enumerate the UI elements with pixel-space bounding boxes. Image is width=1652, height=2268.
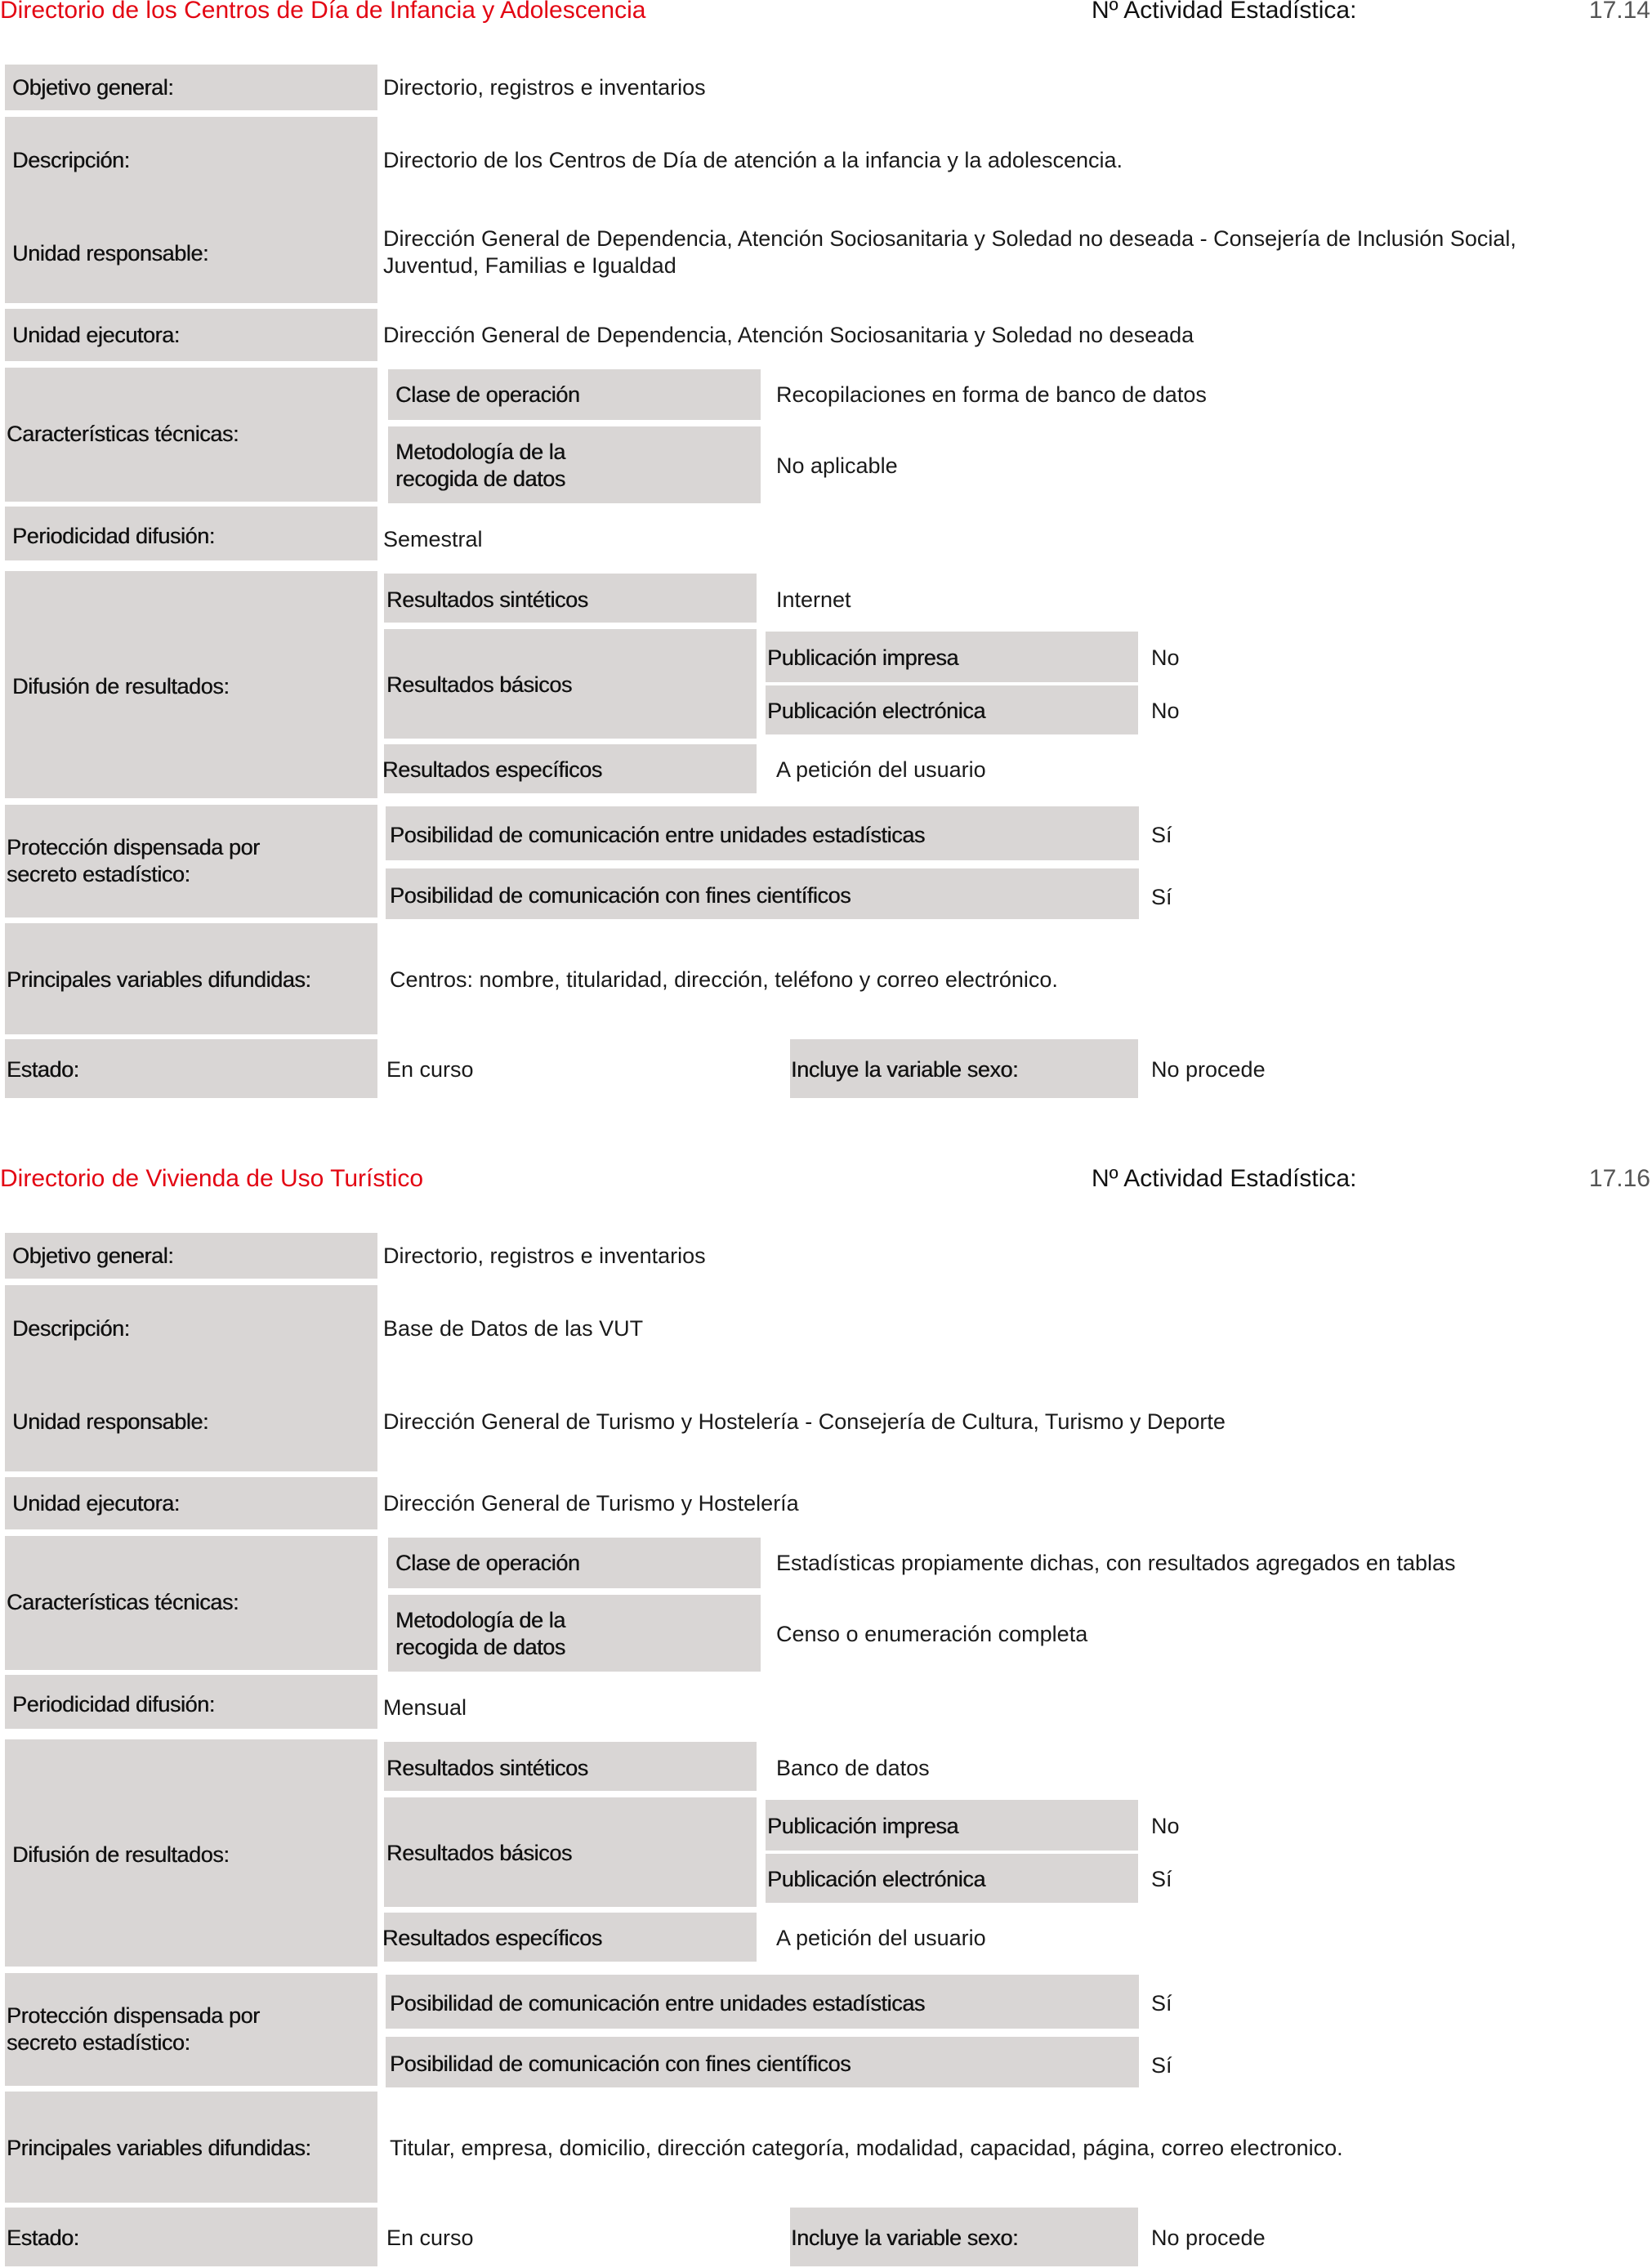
objetivo-label: Objetivo general: — [12, 75, 174, 100]
activity-number-label: Nº Actividad Estadística: — [1092, 1165, 1357, 1192]
unidad-responsable-value: Dirección General de Turismo y Hostelería - Consejería de Cultura, Turismo y Deporte — [383, 1409, 1226, 1434]
objetivo-value: Directorio, registros e inventarios — [383, 75, 706, 100]
sexo-value: No procede — [1151, 1057, 1266, 1082]
pub-electronica-label: Publicación electrónica — [767, 699, 985, 723]
variables-label: Principales variables difundidas: — [7, 967, 311, 992]
res-sinteticos-value: Internet — [776, 587, 851, 612]
clase-operacion-value: Recopilaciones en forma de banco de datos — [776, 382, 1207, 407]
com-unidades-value: Sí — [1151, 823, 1172, 847]
estado-label: Estado: — [7, 2226, 79, 2250]
com-cientificos-value: Sí — [1151, 885, 1172, 909]
descripcion-label-cell — [5, 117, 377, 303]
sexo-label: Incluye la variable sexo: — [791, 1057, 1019, 1082]
unidad-responsable-label: Unidad responsable: — [12, 1409, 209, 1434]
sexo-value: No procede — [1151, 2226, 1266, 2250]
proteccion-label: Protección dispensada por secreto estadístico: — [7, 2003, 260, 2055]
unidad-ejecutora-value: Dirección General de Turismo y Hostelería — [383, 1491, 799, 1516]
metodologia-label: Metodología de la recogida de datos — [395, 1608, 565, 1659]
res-sinteticos-value: Banco de datos — [776, 1756, 930, 1780]
unidad-ejecutora-label: Unidad ejecutora: — [12, 1491, 180, 1516]
unidad-responsable-value: Dirección General de Dependencia, Atención Sociosanitaria y Soledad no deseada - Consejería de Inclusión Social, Juventud, Familias e Igualdad — [383, 226, 1516, 278]
caracteristicas-label: Características técnicas: — [7, 1590, 239, 1614]
com-cientificos-label: Posibilidad de comunicación con fines científicos — [390, 883, 851, 908]
pub-electronica-value: No — [1151, 699, 1180, 723]
variables-label: Principales variables difundidas: — [7, 2136, 311, 2160]
unidad-ejecutora-value: Dirección General de Dependencia, Atención Sociosanitaria y Soledad no deseada — [383, 323, 1194, 347]
objetivo-value: Directorio, registros e inventarios — [383, 1243, 706, 1268]
periodicidad-value: Mensual — [383, 1695, 467, 1720]
pub-impresa-value: No — [1151, 645, 1180, 670]
section-header — [0, 1165, 1652, 1198]
res-sinteticos-label: Resultados sintéticos — [386, 1756, 588, 1780]
com-unidades-label: Posibilidad de comunicación entre unidades estadísticas — [390, 823, 925, 847]
variables-value: Titular, empresa, domicilio, dirección categoría, modalidad, capacidad, página, correo electronico. — [390, 2136, 1343, 2160]
pub-impresa-label: Publicación impresa — [767, 645, 959, 670]
metodologia-label: Metodología de la recogida de datos — [395, 440, 565, 491]
unidad-ejecutora-label: Unidad ejecutora: — [12, 323, 180, 347]
activity-section — [0, 0, 1652, 1111]
section-header — [0, 0, 1652, 29]
res-especificos-value: A petición del usuario — [776, 757, 986, 782]
unidad-responsable-label: Unidad responsable: — [12, 241, 209, 266]
clase-operacion-label: Clase de operación — [395, 1551, 580, 1575]
descripcion-label: Descripción: — [12, 1316, 130, 1341]
difusion-label: Difusión de resultados: — [12, 674, 230, 699]
pub-electronica-value: Sí — [1151, 1867, 1172, 1891]
com-unidades-value: Sí — [1151, 1991, 1172, 2016]
periodicidad-label: Periodicidad difusión: — [12, 524, 215, 548]
res-especificos-value: A petición del usuario — [776, 1926, 986, 1950]
periodicidad-label: Periodicidad difusión: — [12, 1692, 215, 1717]
estado-label: Estado: — [7, 1057, 79, 1082]
sexo-label: Incluye la variable sexo: — [791, 2226, 1019, 2250]
pub-impresa-label: Publicación impresa — [767, 1814, 959, 1838]
metodologia-value: Censo o enumeración completa — [776, 1622, 1088, 1646]
clase-operacion-label: Clase de operación — [395, 382, 580, 407]
activity-title: Directorio de los Centros de Día de Infancia y Adolescencia — [0, 0, 646, 24]
descripcion-value: Base de Datos de las VUT — [383, 1316, 644, 1341]
estado-value: En curso — [386, 2226, 474, 2250]
caracteristicas-label: Características técnicas: — [7, 422, 239, 446]
res-especificos-label: Resultados específicos — [382, 1926, 602, 1950]
proteccion-label: Protección dispensada por secreto estadístico: — [7, 835, 260, 886]
res-especificos-label: Resultados específicos — [382, 757, 602, 782]
descripcion-label-cell — [5, 1285, 377, 1471]
com-cientificos-label: Posibilidad de comunicación con fines científicos — [390, 2051, 851, 2076]
clase-operacion-value: Estadísticas propiamente dichas, con resultados agregados en tablas — [776, 1551, 1456, 1575]
activity-title: Directorio de Vivienda de Uso Turístico — [0, 1165, 424, 1192]
res-basicos-label: Resultados básicos — [386, 1841, 572, 1865]
pub-electronica-label: Publicación electrónica — [767, 1867, 985, 1891]
com-unidades-label: Posibilidad de comunicación entre unidades estadísticas — [390, 1991, 925, 2016]
periodicidad-value: Semestral — [383, 527, 483, 551]
activity-number: 17.16 — [1588, 1165, 1650, 1192]
estado-value: En curso — [386, 1057, 474, 1082]
variables-value: Centros: nombre, titularidad, dirección, teléfono y correo electrónico. — [390, 967, 1058, 992]
objetivo-label: Objetivo general: — [12, 1243, 174, 1268]
com-cientificos-value: Sí — [1151, 2053, 1172, 2078]
res-sinteticos-label: Resultados sintéticos — [386, 587, 588, 612]
activity-section — [0, 1165, 1652, 2268]
metodologia-value: No aplicable — [776, 453, 898, 478]
difusion-label: Difusión de resultados: — [12, 1842, 230, 1867]
pub-impresa-value: No — [1151, 1814, 1180, 1838]
activity-number-label: Nº Actividad Estadística: — [1092, 0, 1357, 24]
descripcion-label: Descripción: — [12, 148, 130, 172]
res-basicos-label: Resultados básicos — [386, 672, 572, 697]
activity-number: 17.14 — [1588, 0, 1650, 24]
descripcion-value: Directorio de los Centros de Día de atención a la infancia y la adolescencia. — [383, 148, 1123, 172]
